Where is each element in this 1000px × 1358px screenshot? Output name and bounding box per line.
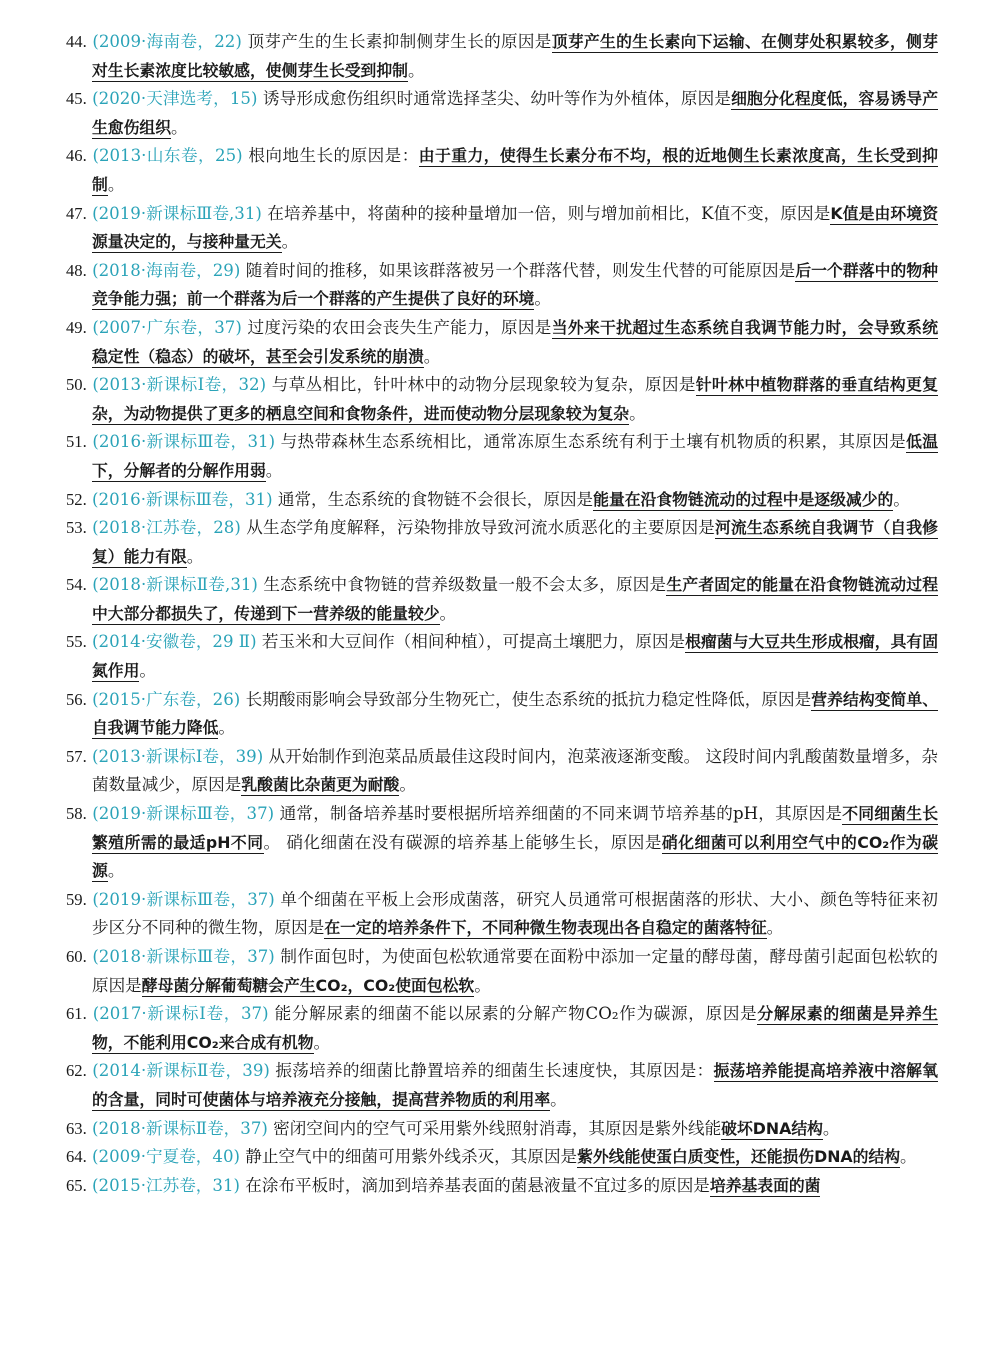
question-text: 振荡培养的细菌比静置培养的细菌生长速度快，其原因是： (275, 1061, 714, 1081)
source-citation: (2018·海南卷，29) (92, 260, 241, 280)
trailing-text: 。 硝化细菌在没有碳源的培养基上能够生长，原因是 (263, 832, 662, 852)
question-number: 61. (66, 1004, 87, 1024)
question-item (66, 686, 938, 743)
trailing-text: 。 (107, 174, 125, 194)
question-item (66, 371, 938, 428)
question-number: 55. (66, 632, 87, 652)
answer-text: 营养结构变简单、自我调节能力降低 (92, 689, 938, 738)
source-citation: (2017·新课标Ⅰ卷，37) (92, 1004, 269, 1024)
question-number: 47. (66, 203, 87, 223)
answer-text: 振荡培养能提高培养液中溶解氧的含量，同时可使菌体与培养液充分接触，提高营养物质的利用率 (92, 1061, 938, 1109)
source-citation: (2016·新课标Ⅲ卷，31) (92, 489, 273, 509)
trailing-text: 。 (766, 918, 784, 938)
question-item (66, 28, 938, 85)
question-number: 63. (66, 1118, 87, 1138)
question-number: 57. (66, 746, 87, 766)
question-text: 根向地生长的原因是： (248, 146, 419, 166)
question-item (66, 257, 938, 314)
question-item (66, 886, 938, 943)
question-item (66, 142, 938, 199)
trailing-text: 。 (474, 975, 491, 995)
question-list (66, 28, 938, 1200)
answer-text: 硝化细菌可以利用空气中的CO₂作为碳源 (92, 832, 938, 881)
trailing-text: 。 (107, 861, 125, 881)
trailing-text: 。 (186, 546, 204, 566)
trailing-text: 。 (822, 1118, 840, 1138)
answer-text: 能量在沿食物链流动的过程中是逐级减少的 (593, 489, 894, 509)
trailing-text: 。 (281, 232, 299, 252)
source-citation: (2018·江苏卷，28) (92, 518, 241, 538)
question-number: 59. (66, 889, 87, 909)
source-citation: (2018·新课标Ⅱ卷，37) (92, 1118, 268, 1138)
source-citation: (2019·新课标Ⅲ卷,31) (92, 203, 262, 223)
question-number: 44. (66, 32, 87, 51)
question-item (66, 200, 938, 257)
source-citation: (2020·天津选考，15) (92, 89, 258, 109)
question-number: 48. (66, 260, 87, 280)
question-number: 60. (66, 947, 87, 966)
question-number: 49. (66, 317, 87, 337)
answer-text: 分解尿素的细菌是异养生物，不能利用CO₂来合成有机物 (92, 1004, 939, 1052)
question-number: 45. (66, 89, 87, 109)
trailing-text: 。 (423, 346, 441, 366)
question-number: 58. (66, 804, 87, 824)
question-item (66, 1143, 938, 1172)
answer-text: 当外来干扰超过生态系统自我调节能力时，会导致系统稳定性（稳态）的破坏，甚至会引发系统的崩溃 (92, 317, 938, 366)
trailing-text: 。 (171, 117, 188, 137)
trailing-text: 。 (139, 661, 156, 681)
source-citation: (2015·广东卷，26) (92, 689, 241, 709)
source-citation: (2016·新课标Ⅲ卷，31) (92, 432, 276, 452)
question-item (66, 514, 938, 571)
answer-text: 低温下，分解者的分解作用弱 (92, 432, 938, 480)
source-citation: (2015·江苏卷，31) (92, 1175, 240, 1195)
question-text: 从开始制作到泡菜品质最佳这段时间内，泡菜液逐渐变酸。 这段时间内乳酸菌数量增多，杂菌数量减少，原因是 (92, 746, 938, 795)
question-item (66, 628, 938, 685)
source-citation: (2014·新课标Ⅱ卷，39) (92, 1061, 270, 1081)
question-text: 从生态学角度解释，污染物排放导致河流水质恶化的主要原因是 (246, 518, 715, 538)
question-number: 62. (66, 1061, 87, 1081)
source-citation: (2013·山东卷，25) (92, 146, 243, 166)
answer-text: 破坏DNA结构 (721, 1118, 823, 1138)
answer-text: 由于重力，使得生长素分布不均，根的近地侧生长素浓度高，生长受到抑制 (92, 146, 938, 194)
question-number: 51. (66, 432, 87, 452)
answer-text: 后一个群落中的物种竞争能力强；前一个群落为后一个群落的产生提供了良好的环境 (92, 260, 938, 309)
answer-text: 顶芽产生的生长素向下运输、在侧芽处积累较多，侧芽对生长素浓度比较敏感，使侧芽生长受到抑制 (92, 32, 938, 80)
source-citation: (2014·安徽卷，29 Ⅱ) (92, 632, 257, 652)
question-text: 诱导形成愈伤组织时通常选择茎尖、幼叶等作为外植体，原因是 (262, 89, 732, 109)
question-number: 50. (66, 375, 87, 395)
question-item (66, 85, 938, 142)
question-text: 通常，制备培养基时要根据所培养细菌的不同来调节培养基的pH，其原因是 (279, 804, 843, 824)
source-citation: (2009·海南卷，22) (92, 32, 242, 51)
trailing-text: 。 (407, 60, 425, 80)
question-item (66, 943, 938, 1000)
question-text: 静止空气中的细菌可用紫外线杀灭，其原因是 (245, 1147, 578, 1167)
question-text: 通常，生态系统的食物链不会很长，原因是 (277, 489, 594, 509)
question-text: 在培养基中，将菌种的接种量增加一倍，则与增加前相比，K值不变，原因是 (267, 203, 831, 223)
question-number: 52. (66, 489, 87, 509)
question-text: 随着时间的推移，如果该群落被另一个群落代替，则发生代替的可能原因是 (245, 260, 796, 280)
question-item (66, 1172, 938, 1201)
question-text: 与热带森林生态系统相比，通常冻原生态系统有利于土壤有机物质的积累，其原因是 (280, 432, 907, 452)
question-number: 54. (66, 575, 87, 595)
question-item (66, 314, 938, 371)
answer-text: 不同细菌生长繁殖所需的最适pH不同 (92, 804, 938, 852)
question-number: 64. (66, 1147, 87, 1167)
question-text: 长期酸雨影响会导致部分生物死亡，使生态系统的抵抗力稳定性降低，原因是 (245, 689, 812, 709)
question-item (66, 571, 938, 628)
answer-text: 根瘤菌与大豆共生形成根瘤，具有固氮作用 (92, 632, 938, 681)
source-citation: (2019·新课标Ⅲ卷，37) (92, 889, 275, 909)
trailing-text: 。 (550, 1089, 567, 1109)
answer-text: 生产者固定的能量在沿食物链流动过程中大部分都损失了，传递到下一营养级的能量较少 (92, 575, 939, 623)
answer-text: 乳酸菌比杂菌更为耐酸 (241, 775, 400, 795)
question-text: 顶芽产生的生长素抑制侧芽生长的原因是 (247, 32, 552, 51)
answer-text: 细胞分化程度低，容易诱导产生愈伤组织 (92, 89, 938, 137)
source-citation: (2007·广东卷，37) (92, 317, 242, 337)
source-citation: (2018·新课标Ⅲ卷，37) (92, 947, 275, 966)
answer-text: 紫外线能使蛋白质变性，还能损伤DNA的结构 (577, 1147, 901, 1167)
question-item (66, 800, 938, 886)
question-number: 46. (66, 146, 87, 166)
answer-text: 培养基表面的菌 (709, 1175, 821, 1195)
question-item (66, 743, 938, 800)
source-citation: (2018·新课标Ⅱ卷,31) (92, 575, 258, 595)
question-text: 与草丛相比，针叶林中的动物分层现象较为复杂，原因是 (271, 375, 696, 395)
source-citation: (2009·宁夏卷，40) (92, 1147, 240, 1167)
trailing-text: 。 (265, 460, 283, 480)
trailing-text: 。 (439, 603, 457, 623)
question-text: 生态系统中食物链的营养级数量一般不会太多，原因是 (263, 575, 667, 595)
answer-text: 河流生态系统自我调节（自我修复）能力有限 (92, 518, 938, 566)
question-number: 53. (66, 518, 87, 538)
trailing-text: 。 (893, 489, 910, 509)
trailing-text: 。 (900, 1147, 917, 1167)
question-item (66, 428, 938, 485)
question-item (66, 486, 938, 515)
question-text: 在涂布平板时，滴加到培养基表面的菌悬液量不宜过多的原因是 (245, 1175, 710, 1195)
question-item (66, 1000, 938, 1057)
question-text: 能分解尿素的细菌不能以尿素的分解产物CO₂作为碳源，原因是 (274, 1004, 758, 1024)
trailing-text: 。 (313, 1032, 331, 1052)
question-text: 制作面包时，为使面包松软通常要在面粉中添加一定量的酵母菌，酵母菌引起面包松软的原因是 (92, 947, 939, 995)
answer-text: 针叶林中植物群落的垂直结构更复杂，为动物提供了更多的栖息空间和食物条件，进而使动物分层现象较为复杂 (92, 375, 938, 423)
question-item (66, 1115, 938, 1144)
answer-text: K值是由环境资源量决定的，与接种量无关 (92, 203, 938, 252)
source-citation: (2019·新课标Ⅲ卷，37) (92, 804, 275, 824)
trailing-text: 。 (629, 403, 646, 423)
answer-text: 在一定的培养条件下，不同种微生物表现出各自稳定的菌落特征 (324, 918, 767, 938)
trailing-text: 。 (534, 289, 551, 309)
question-number: 65. (66, 1175, 87, 1195)
question-number: 56. (66, 689, 87, 709)
answer-text: 酵母菌分解葡萄糖会产生CO₂，CO₂使面包松软 (141, 975, 475, 995)
question-item (66, 1057, 938, 1114)
question-text: 密闭空间内的空气可采用紫外线照射消毒，其原因是紫外线能 (273, 1118, 722, 1138)
question-text: 单个细菌在平板上会形成菌落，研究人员通常可根据菌落的形状、大小、颜色等特征来初步区分不同种的微生物，原因是 (92, 889, 939, 938)
trailing-text: 。 (218, 718, 235, 738)
source-citation: (2013·新课标Ⅰ卷，32) (92, 375, 267, 395)
question-text: 过度污染的农田会丧失生产能力，原因是 (247, 317, 552, 337)
source-citation: (2013·新课标Ⅰ卷，39) (92, 746, 264, 766)
trailing-text: 。 (399, 775, 416, 795)
question-text: 若玉米和大豆间作（相间种植），可提高土壤肥力，原因是 (261, 632, 686, 652)
